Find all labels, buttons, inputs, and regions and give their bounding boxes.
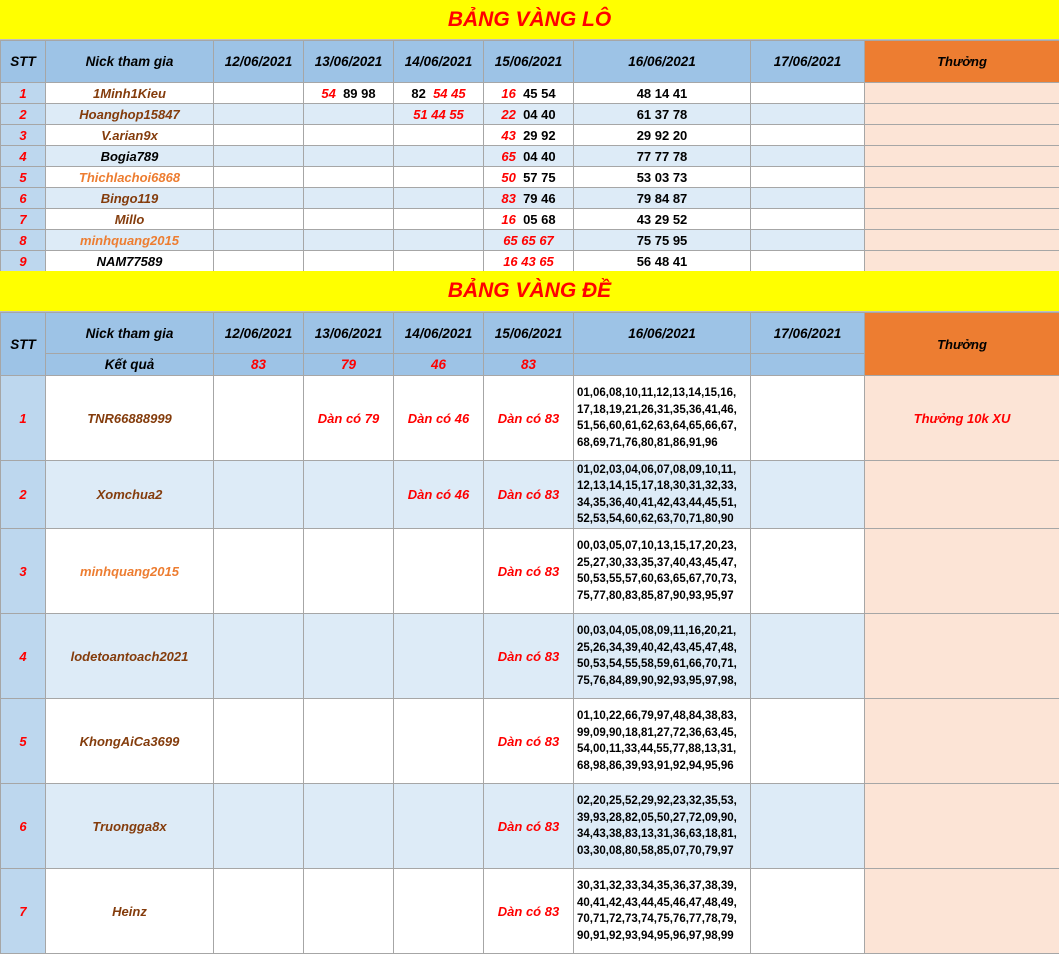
lo-nick: Hoanghop15847 [46, 104, 214, 125]
ket-qua-label: Kết quả [46, 354, 214, 376]
de-cell-d15: Dàn có 83 [484, 614, 574, 699]
de-row [1, 869, 1059, 954]
lo-cell-d12 [214, 167, 304, 188]
lo-cell-d12 [214, 125, 304, 146]
lo-cell-d14: 51 44 55 [394, 104, 484, 125]
lo-row [1, 83, 1059, 104]
de-cell-d17 [751, 376, 865, 461]
de-row [1, 461, 1059, 529]
lo-header-d17: 17/06/2021 [751, 41, 865, 83]
lo-num: 45 54 [523, 86, 556, 101]
de-cell-d15: Dàn có 83 [484, 461, 574, 529]
lo-nick: Bingo119 [46, 188, 214, 209]
lo-title: BẢNG VÀNG LÔ [0, 0, 1059, 40]
lo-cell-d17 [751, 167, 865, 188]
lo-row [1, 146, 1059, 167]
de-cell-d12 [214, 529, 304, 614]
de-table [0, 312, 1059, 954]
de-cell-d12 [214, 699, 304, 784]
lo-header-thuong: Thưởng [865, 41, 1059, 83]
lo-num-red: 83 [501, 191, 515, 206]
lo-cell-d17 [751, 188, 865, 209]
lo-num-red: 22 [501, 107, 515, 122]
de-cell-thuong [865, 699, 1059, 784]
de-number-line: 99,09,90,18,81,27,72,36,63,45, [577, 725, 750, 742]
de-header-stt: STT [1, 313, 46, 376]
lo-nick: 1Minh1Kieu [46, 83, 214, 104]
lo-cell-d12 [214, 146, 304, 167]
de-number-line: 75,76,84,89,90,92,93,95,97,98, [577, 673, 750, 690]
de-cell-d14 [394, 614, 484, 699]
de-number-line: 00,03,04,05,08,09,11,16,20,21, [577, 623, 750, 640]
de-number-line: 34,35,36,40,41,42,43,44,45,51, [577, 495, 750, 512]
lo-header-stt: STT [1, 41, 46, 83]
de-row [1, 784, 1059, 869]
ket-qua-d12: 83 [214, 354, 304, 376]
de-nick: minhquang2015 [46, 529, 214, 614]
de-cell-d15: Dàn có 83 [484, 529, 574, 614]
de-header-d15: 15/06/2021 [484, 313, 574, 354]
lo-row [1, 167, 1059, 188]
de-cell-d17 [751, 699, 865, 784]
de-cell-d12 [214, 376, 304, 461]
lo-stt: 4 [1, 146, 46, 167]
lo-stt: 7 [1, 209, 46, 230]
de-cell-d13 [304, 699, 394, 784]
de-cell-d17 [751, 529, 865, 614]
de-row [1, 614, 1059, 699]
de-cell-thuong [865, 529, 1059, 614]
de-stt: 6 [1, 784, 46, 869]
lo-cell-thuong [865, 125, 1059, 146]
lo-stt: 1 [1, 83, 46, 104]
de-header-nick: Nick tham gia [46, 313, 214, 354]
lo-cell-d13 [304, 209, 394, 230]
de-number-list [574, 784, 751, 869]
lo-cell-d15: 16 43 65 [484, 251, 574, 272]
de-cell-d12 [214, 461, 304, 529]
lo-row [1, 188, 1059, 209]
de-number-line: 03,30,08,80,58,85,07,70,79,97 [577, 843, 750, 860]
de-number-line: 50,53,54,55,58,59,61,66,70,71, [577, 656, 750, 673]
de-number-line: 90,91,92,93,94,95,96,97,98,99 [577, 928, 750, 945]
ket-qua-d13: 79 [304, 354, 394, 376]
lo-stt: 6 [1, 188, 46, 209]
de-cell-d14 [394, 869, 484, 954]
de-number-line: 68,69,71,76,80,81,86,91,96 [577, 435, 750, 452]
de-cell-d17 [751, 784, 865, 869]
lo-num: 05 68 [523, 212, 556, 227]
de-number-line: 75,77,80,83,85,87,90,93,95,97 [577, 588, 750, 605]
de-cell-d13 [304, 614, 394, 699]
lo-num-red: 43 [501, 128, 515, 143]
lo-num: 79 46 [523, 191, 556, 206]
lo-num-red: 16 [501, 86, 515, 101]
lo-cell-d13 [304, 167, 394, 188]
lo-cell-d14 [394, 251, 484, 272]
de-cell-d17 [751, 461, 865, 529]
de-stt: 5 [1, 699, 46, 784]
lo-nick: Bogia789 [46, 146, 214, 167]
de-nick: lodetoantoach2021 [46, 614, 214, 699]
lo-cell-d15: 65 65 67 [484, 230, 574, 251]
de-number-line: 00,03,05,07,10,13,15,17,20,23, [577, 538, 750, 555]
de-number-line: 12,13,14,15,17,18,30,31,32,33, [577, 478, 750, 495]
de-header-d14: 14/06/2021 [394, 313, 484, 354]
lo-nick: Thichlachoi6868 [46, 167, 214, 188]
de-number-list [574, 869, 751, 954]
lo-cell-thuong [865, 146, 1059, 167]
lo-cell-thuong [865, 83, 1059, 104]
lo-cell-d17 [751, 83, 865, 104]
lo-cell-d13 [304, 83, 394, 104]
lo-header-d12: 12/06/2021 [214, 41, 304, 83]
lo-row [1, 104, 1059, 125]
de-number-line: 68,98,86,39,93,91,92,94,95,96 [577, 758, 750, 775]
lo-cell-thuong [865, 251, 1059, 272]
de-number-line: 01,02,03,04,06,07,08,09,10,11, [577, 462, 750, 479]
de-number-list [574, 529, 751, 614]
lo-cell-d13 [304, 146, 394, 167]
lo-row [1, 125, 1059, 146]
lo-cell-d14 [394, 230, 484, 251]
lo-cell-d17 [751, 104, 865, 125]
lo-cell-d14 [394, 125, 484, 146]
de-number-line: 01,06,08,10,11,12,13,14,15,16, [577, 385, 750, 402]
lo-cell-d15 [484, 104, 574, 125]
lo-cell-d12 [214, 104, 304, 125]
de-stt: 4 [1, 614, 46, 699]
lo-cell-d15 [484, 209, 574, 230]
de-nick: TNR66888999 [46, 376, 214, 461]
lo-cell-d14 [394, 188, 484, 209]
ket-qua-d17 [751, 354, 865, 376]
de-number-line: 70,71,72,73,74,75,76,77,78,79, [577, 911, 750, 928]
lo-row [1, 230, 1059, 251]
lo-num-red: 65 [501, 149, 515, 164]
lo-nick: V.arian9x [46, 125, 214, 146]
de-header-thuong: Thưởng [865, 313, 1059, 376]
lo-cell-thuong [865, 167, 1059, 188]
lo-row [1, 209, 1059, 230]
de-number-line: 52,53,54,60,62,63,70,71,80,90 [577, 511, 750, 528]
lo-cell-thuong [865, 209, 1059, 230]
de-number-line: 51,56,60,61,62,63,64,65,66,67, [577, 418, 750, 435]
lo-cell-d13 [304, 251, 394, 272]
lo-header-nick: Nick tham gia [46, 41, 214, 83]
lo-cell-d16: 53 03 73 [574, 167, 751, 188]
de-number-line: 50,53,55,57,60,63,65,67,70,73, [577, 571, 750, 588]
de-cell-d13 [304, 784, 394, 869]
lo-cell-d15 [484, 167, 574, 188]
lo-cell-d12 [214, 251, 304, 272]
lo-cell-d13 [304, 125, 394, 146]
lo-header-row [1, 41, 1059, 83]
ket-qua-d16 [574, 354, 751, 376]
lo-cell-d12 [214, 188, 304, 209]
de-nick: Xomchua2 [46, 461, 214, 529]
de-cell-d14 [394, 699, 484, 784]
lo-cell-thuong [865, 188, 1059, 209]
lo-cell-d16: 79 84 87 [574, 188, 751, 209]
lo-num: 82 [411, 86, 425, 101]
lo-num: 89 98 [343, 86, 376, 101]
de-number-line: 01,10,22,66,79,97,48,84,38,83, [577, 708, 750, 725]
de-nick: KhongAiCa3699 [46, 699, 214, 784]
lo-header-d16: 16/06/2021 [574, 41, 751, 83]
de-cell-d12 [214, 614, 304, 699]
lo-num-red: 16 [501, 212, 515, 227]
lo-num-red: 54 [321, 86, 335, 101]
lo-cell-d15 [484, 83, 574, 104]
lo-cell-d16: 43 29 52 [574, 209, 751, 230]
lo-num: 04 40 [523, 149, 556, 164]
lo-num-red: 50 [501, 170, 515, 185]
lo-nick: minhquang2015 [46, 230, 214, 251]
de-number-line: 39,93,28,82,05,50,27,72,09,90, [577, 810, 750, 827]
lo-nick: Millo [46, 209, 214, 230]
lo-cell-d17 [751, 230, 865, 251]
lo-cell-d14 [394, 146, 484, 167]
lo-cell-d17 [751, 146, 865, 167]
de-cell-d14: Dàn có 46 [394, 461, 484, 529]
lo-header-d14: 14/06/2021 [394, 41, 484, 83]
de-nick: Truongga8x [46, 784, 214, 869]
de-header-row [1, 313, 1059, 354]
lo-cell-thuong [865, 104, 1059, 125]
lo-cell-d14 [394, 209, 484, 230]
de-row [1, 699, 1059, 784]
de-cell-d13 [304, 461, 394, 529]
de-number-list [574, 376, 751, 461]
lo-cell-d16: 29 92 20 [574, 125, 751, 146]
de-cell-d13 [304, 529, 394, 614]
lo-cell-d16: 48 14 41 [574, 83, 751, 104]
lo-cell-d16: 61 37 78 [574, 104, 751, 125]
lo-stt: 2 [1, 104, 46, 125]
lo-cell-d16: 77 77 78 [574, 146, 751, 167]
de-header-d13: 13/06/2021 [304, 313, 394, 354]
de-cell-d15: Dàn có 83 [484, 376, 574, 461]
lo-cell-d16: 75 75 95 [574, 230, 751, 251]
lo-cell-thuong [865, 230, 1059, 251]
lo-cell-d15 [484, 125, 574, 146]
lo-nick: NAM77589 [46, 251, 214, 272]
lo-cell-d13 [304, 104, 394, 125]
de-number-line: 30,31,32,33,34,35,36,37,38,39, [577, 878, 750, 895]
lo-cell-d16: 56 48 41 [574, 251, 751, 272]
de-cell-thuong [865, 614, 1059, 699]
de-cell-d13: Dàn có 79 [304, 376, 394, 461]
lo-cell-d15 [484, 146, 574, 167]
de-number-line: 25,27,30,33,35,37,40,43,45,47, [577, 555, 750, 572]
lo-num: 57 75 [523, 170, 556, 185]
de-cell-d13 [304, 869, 394, 954]
de-title: BẢNG VÀNG ĐỀ [0, 271, 1059, 312]
lo-stt: 9 [1, 251, 46, 272]
lo-cell-d12 [214, 83, 304, 104]
lo-stt: 5 [1, 167, 46, 188]
de-number-line: 40,41,42,43,44,45,46,47,48,49, [577, 895, 750, 912]
ket-qua-d14: 46 [394, 354, 484, 376]
de-cell-thuong [865, 784, 1059, 869]
de-number-line: 02,20,25,52,29,92,23,32,35,53, [577, 793, 750, 810]
lo-num: 04 40 [523, 107, 556, 122]
de-stt: 2 [1, 461, 46, 529]
lo-row [1, 251, 1059, 272]
lo-cell-d12 [214, 230, 304, 251]
de-cell-d17 [751, 869, 865, 954]
lo-table [0, 40, 1059, 272]
de-cell-thuong [865, 461, 1059, 529]
de-number-list [574, 614, 751, 699]
de-cell-thuong: Thưởng 10k XU [865, 376, 1059, 461]
lo-cell-d13 [304, 188, 394, 209]
de-stt: 1 [1, 376, 46, 461]
de-cell-d15: Dàn có 83 [484, 784, 574, 869]
ket-qua-d15: 83 [484, 354, 574, 376]
de-number-line: 34,43,38,83,13,31,36,63,18,81, [577, 826, 750, 843]
lo-cell-d17 [751, 209, 865, 230]
lo-cell-d12 [214, 209, 304, 230]
lo-cell-d14 [394, 83, 484, 104]
lo-num-red: 54 45 [433, 86, 466, 101]
de-stt: 7 [1, 869, 46, 954]
de-cell-thuong [865, 869, 1059, 954]
de-header-d17: 17/06/2021 [751, 313, 865, 354]
de-cell-d14 [394, 784, 484, 869]
de-row [1, 376, 1059, 461]
de-stt: 3 [1, 529, 46, 614]
de-number-line: 54,00,11,33,44,55,77,88,13,31, [577, 741, 750, 758]
lo-stt: 8 [1, 230, 46, 251]
de-number-list [574, 461, 751, 529]
de-cell-d15: Dàn có 83 [484, 699, 574, 784]
de-number-line: 25,26,34,39,40,42,43,45,47,48, [577, 640, 750, 657]
de-number-line: 17,18,19,21,26,31,35,36,41,46, [577, 402, 750, 419]
lo-stt: 3 [1, 125, 46, 146]
lo-cell-d17 [751, 251, 865, 272]
de-number-list [574, 699, 751, 784]
lo-header-d13: 13/06/2021 [304, 41, 394, 83]
de-cell-d15: Dàn có 83 [484, 869, 574, 954]
de-cell-d17 [751, 614, 865, 699]
de-header-d16: 16/06/2021 [574, 313, 751, 354]
lo-cell-d17 [751, 125, 865, 146]
lo-cell-d15 [484, 188, 574, 209]
lo-num: 29 92 [523, 128, 556, 143]
de-row [1, 529, 1059, 614]
lo-cell-d14 [394, 167, 484, 188]
de-cell-d14 [394, 529, 484, 614]
de-cell-d12 [214, 869, 304, 954]
de-nick: Heinz [46, 869, 214, 954]
de-cell-d14: Dàn có 46 [394, 376, 484, 461]
de-cell-d12 [214, 784, 304, 869]
lo-cell-d13 [304, 230, 394, 251]
lo-header-d15: 15/06/2021 [484, 41, 574, 83]
de-header-d12: 12/06/2021 [214, 313, 304, 354]
